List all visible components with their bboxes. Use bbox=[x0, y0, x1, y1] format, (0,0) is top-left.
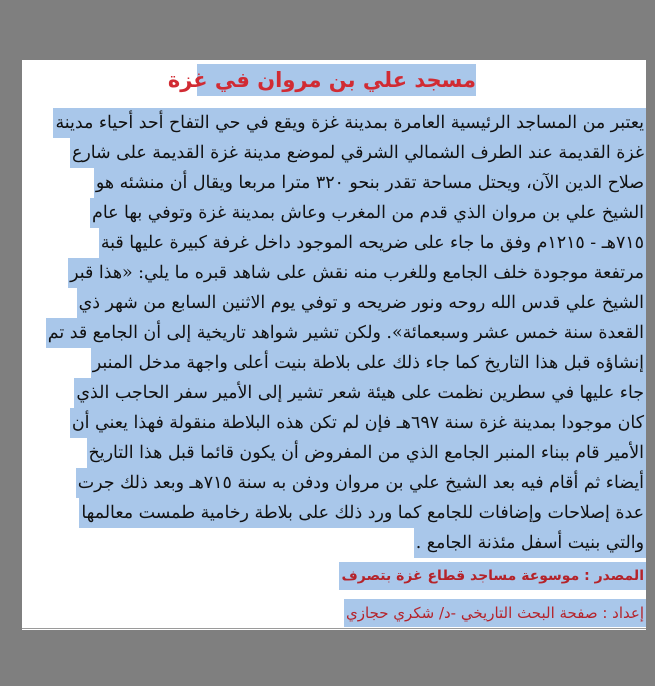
body-line-text: الأمير قام ببناء المنبر الجامع الذي من المفروض أن يكون قائما قبل هذا التاريخ bbox=[87, 438, 647, 468]
author-text: إعداد : صفحة البحث التاريخي -د/ شكري حجازي bbox=[344, 599, 646, 627]
body-line-text: القعدة سنة خمس عشر وسبعمائة». ولكن تشير شواهد تاريخية إلى أن الجامع قد تم bbox=[46, 318, 646, 348]
body-line bbox=[22, 378, 646, 408]
body-line-text: الشيخ علي بن مروان الذي قدم من المغرب وعاش بمدينة غزة وتوفي بها عام bbox=[90, 198, 646, 228]
body-line bbox=[22, 288, 646, 318]
body-line bbox=[22, 108, 646, 138]
body-line bbox=[22, 318, 646, 348]
body-line-text: مرتفعة موجودة خلف الجامع وللغرب منه نقش على شاهد قبره ما يلي: «هذا قبر bbox=[68, 258, 646, 288]
body-line bbox=[22, 438, 646, 468]
body-line-text: أيضاء ثم أقام فيه بعد الشيخ علي بن مروان ودفن به سنة ٧١٥هـ وبعد ذلك جرت bbox=[76, 468, 646, 498]
body-line-text: صلاح الدين الآن، ويحتل مساحة تقدر بنحو ٣٢٠ مترا مربعا ويقال أن منشئه هو bbox=[94, 168, 646, 198]
body-line-text: والتي بنيت أسفل مئذنة الجامع . bbox=[414, 528, 646, 558]
body-line-text: ٧١٥هـ - ١٢١٥م وفق ما جاء على ضريحه الموجود داخل غرفة كبيرة عليها قبة bbox=[99, 228, 646, 258]
body-line bbox=[22, 348, 646, 378]
body-line bbox=[22, 198, 646, 228]
body-line bbox=[22, 228, 646, 258]
body-line bbox=[22, 138, 646, 168]
article-title: مسجد علي بن مروان في غزة bbox=[197, 64, 476, 96]
body-line-text: يعتبر من المساجد الرئيسية العامرة بمدينة غزة ويقع في حي التفاح أحد أحياء مدينة bbox=[53, 108, 646, 138]
author-line bbox=[22, 599, 646, 627]
article-body bbox=[22, 108, 646, 558]
body-line-text: غزة القديمة عند الطرف الشمالي الشرقي لموضع مدينة غزة القديمة على شارع bbox=[70, 138, 646, 168]
body-line-text: عدة إصلاحات وإضافات للجامع كما ورد ذلك على بلاطة رخامية طمست معالمها bbox=[79, 498, 646, 528]
body-line bbox=[22, 468, 646, 498]
body-line bbox=[22, 528, 646, 558]
page-bottom-rule bbox=[22, 628, 646, 629]
body-line bbox=[22, 168, 646, 198]
body-line-text: الشيخ علي قدس الله روحه ونور ضريحه و توفي يوم الاثنين السابع من شهر ذي bbox=[77, 288, 646, 318]
body-line bbox=[22, 408, 646, 438]
source-text: المصدر : موسوعة مساجد قطاع غزة بتصرف bbox=[339, 562, 646, 590]
body-line-text: جاء عليها في سطرين نظمت على هيئة شعر تشير إلى الأمير سفر الحاجب الذي bbox=[74, 378, 646, 408]
source-line bbox=[22, 562, 646, 590]
body-line bbox=[22, 498, 646, 528]
body-line bbox=[22, 258, 646, 288]
body-line-text: إنشاؤه قبل هذا التاريخ كما جاء ذلك على بلاطة بنيت أعلى واجهة مدخل المنبر bbox=[91, 348, 646, 378]
body-line-text: كان موجودا بمدينة غزة سنة ٦٩٧هـ فإن لم تكن هذه البلاطة منقولة فهذا يعني أن bbox=[70, 408, 646, 438]
article-credits bbox=[22, 562, 646, 627]
